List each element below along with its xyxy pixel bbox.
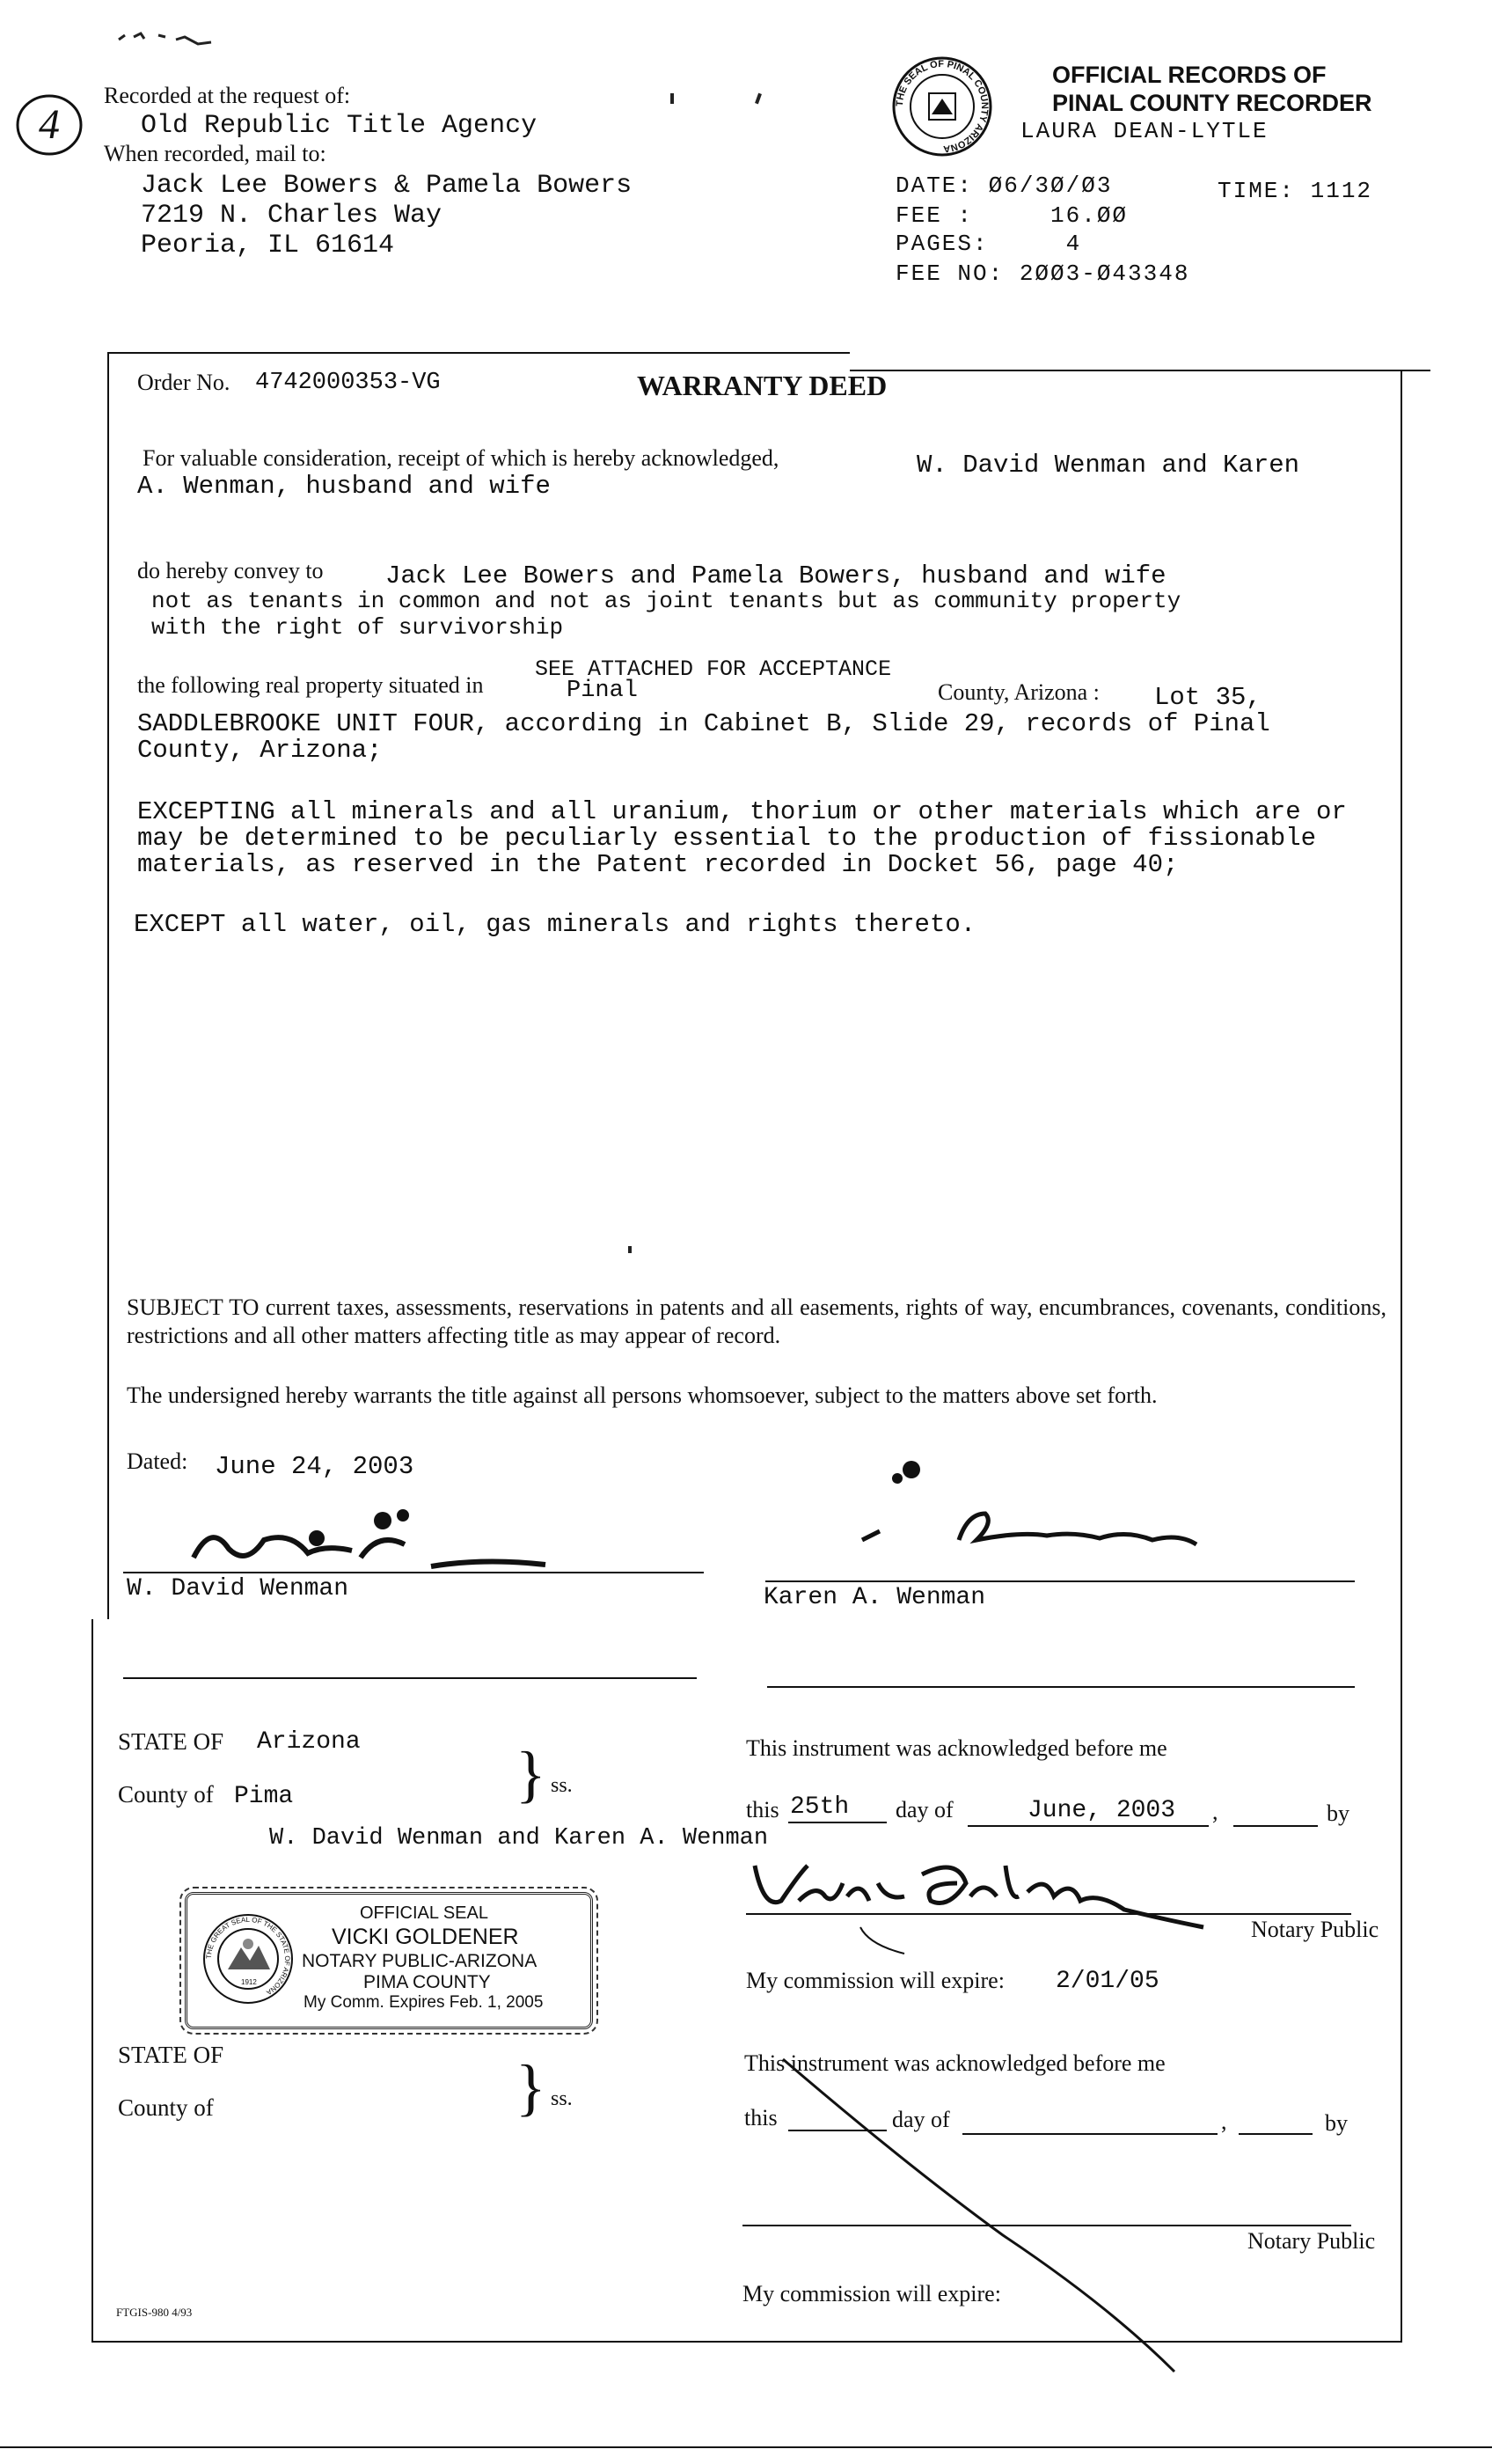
subject-to-paragraph: SUBJECT TO current taxes, assessments, reservations in patents and all easements, rights of way, encumbrances, covenants, conditions, restrictions and all other matters affecting title as may appear of record.	[127, 1294, 1386, 1348]
recorded-request-label: Recorded at the request of:	[104, 83, 351, 108]
form-number: FTGIS-980 4/93	[116, 2306, 193, 2319]
notary1-by-label: by	[1327, 1800, 1349, 1826]
notary2-ack-text: This instrument was acknowledged before me	[744, 2050, 1166, 2076]
property-label: the following real property situated in	[137, 672, 484, 698]
notary2-state-label: STATE OF	[118, 2042, 224, 2068]
mail-to-line-2: 7219 N. Charles Way	[141, 201, 442, 231]
notary2-ss: ss.	[551, 2087, 573, 2110]
seal-line-4: PIMA COUNTY	[363, 1972, 491, 1992]
notary1-month-line	[968, 1825, 1209, 1827]
notary2-notary-public: Notary Public	[1247, 2228, 1376, 2254]
official-notary-seal	[185, 1892, 593, 2029]
notary1-names: W. David Wenman and Karen A. Wenman	[269, 1825, 769, 1852]
stray-mark	[755, 93, 762, 105]
grantees-line-1: Jack Lee Bowers and Pamela Bowers, husband and wife	[385, 561, 1167, 590]
page-bottom-rule	[0, 2446, 1492, 2448]
grantors-line-1: W. David Wenman and Karen	[917, 451, 1300, 480]
mail-to-line-1: Jack Lee Bowers & Pamela Bowers	[141, 171, 633, 201]
see-attached-stamp: SEE ATTACHED FOR ACCEPTANCE	[535, 656, 892, 682]
margin-mark-text: 4	[39, 101, 60, 148]
record-fee: FEE : 16.ØØ	[896, 202, 1129, 229]
notary2-by-label: by	[1325, 2110, 1348, 2136]
legal-line-2: SADDLEBROOKE UNIT FOUR, according in Cabinet B, Slide 29, records of Pinal	[137, 709, 1270, 738]
mail-to-line-3: Peoria, IL 61614	[141, 231, 395, 260]
signature-line-blank-left	[123, 1677, 697, 1679]
notary1-brace: }	[516, 1739, 546, 1809]
signature-karen-wenman	[845, 1443, 1320, 1575]
notary1-commission-label: My commission will expire:	[746, 1968, 1005, 1993]
county-value: Pinal	[567, 678, 639, 704]
legal-line-1: Lot 35,	[1154, 683, 1262, 712]
notary2-this-label: this	[744, 2105, 778, 2130]
notary-signature-vicki-goldener	[746, 1848, 1239, 1971]
scribble-mark	[114, 18, 255, 53]
signature-line-1	[123, 1572, 704, 1573]
border-left-lower	[91, 1619, 93, 2341]
county-label: County, Arizona :	[938, 679, 1100, 705]
record-pages: PAGES: 4	[896, 231, 1082, 257]
notary1-county-value: Pima	[234, 1783, 294, 1810]
grantors-line-2: A. Wenman, husband and wife	[137, 472, 551, 501]
border-top-right	[850, 370, 1430, 371]
order-label: Order No.	[137, 370, 230, 395]
notary1-state-value: Arizona	[257, 1728, 361, 1756]
notary1-notary-public: Notary Public	[1251, 1917, 1379, 1942]
seal-line-3: NOTARY PUBLIC-ARIZONA	[302, 1951, 538, 1971]
border-right	[1401, 370, 1402, 2341]
notary1-day-of-label: day of	[896, 1797, 954, 1822]
signature-line-blank-right	[767, 1686, 1355, 1688]
notary1-county-label: County of	[118, 1781, 214, 1808]
arizona-seal-year: 1912	[241, 1978, 257, 1986]
consideration-text: For valuable consideration, receipt of which is hereby acknowledged,	[143, 445, 779, 471]
signature-w-david-wenman	[176, 1496, 616, 1584]
notary1-this-label: this	[746, 1797, 779, 1822]
seal-line-1: OFFICIAL SEAL	[360, 1903, 488, 1923]
border-left	[107, 352, 109, 1619]
dated-value: June 24, 2003	[215, 1452, 414, 1481]
circled-page-mark	[12, 90, 84, 162]
notary1-commission-value: 2/01/05	[1056, 1968, 1159, 1995]
signer-1-name: W. David Wenman	[127, 1575, 349, 1602]
notary1-month-value: June, 2003	[1028, 1797, 1176, 1824]
notary2-commission-label: My commission will expire:	[742, 2281, 1001, 2306]
warrants-paragraph: The undersigned hereby warrants the title against all persons whomsoever, subject to the matters above set forth.	[127, 1382, 1158, 1408]
notary1-day-value: 25th	[790, 1793, 850, 1821]
seal-line-5: My Comm. Expires Feb. 1, 2005	[304, 1993, 544, 2012]
except-water-line: EXCEPT all water, oil, gas minerals and rights thereto.	[134, 910, 976, 939]
notary1-day-line	[788, 1822, 887, 1823]
record-date: DATE: Ø6/3Ø/Ø3	[896, 172, 1113, 199]
signer-2-name: Karen A. Wenman	[764, 1584, 986, 1611]
excepting-line-2: may be determined to be peculiarly essential to the production of fissionable	[137, 824, 1317, 853]
record-time: TIME: 1112	[1218, 178, 1373, 204]
grantees-line-2: not as tenants in common and not as joint tenants but as community property	[151, 588, 1181, 614]
notary2-county-label: County of	[118, 2094, 214, 2121]
legal-line-3: County, Arizona;	[137, 736, 383, 765]
records-title-2: PINAL COUNTY RECORDER	[1052, 90, 1372, 116]
stray-mark	[628, 1246, 632, 1253]
notary2-by-line	[1239, 2133, 1313, 2135]
convey-label: do hereby convey to	[137, 558, 324, 583]
arizona-state-seal-icon	[201, 1912, 295, 2006]
notary1-by-line	[1233, 1825, 1318, 1827]
notary1-comma: ,	[1212, 1799, 1218, 1824]
border-top-left	[107, 352, 850, 354]
order-number: 4742000353-VG	[255, 370, 441, 396]
record-fee-no: FEE NO: 2ØØ3-Ø43348	[896, 260, 1190, 287]
pinal-county-seal-icon	[890, 55, 994, 158]
excepting-line-3: materials, as reserved in the Patent recorded in Docket 56, page 40;	[137, 850, 1179, 879]
arizona-seal-text: THE GREAT SEAL OF THE STATE OF ARIZONA	[204, 1915, 292, 1997]
county-seal-text: THE SEAL OF PINAL COUNTY ARIZONA	[894, 58, 991, 155]
void-strike-line	[774, 2050, 1196, 2376]
records-title-1: OFFICIAL RECORDS OF	[1052, 62, 1327, 88]
recorder-name: LAURA DEAN-LYTLE	[1020, 118, 1269, 144]
requester-name: Old Republic Title Agency	[141, 111, 538, 141]
notary1-state-label: STATE OF	[118, 1728, 224, 1755]
excepting-line-1: EXCEPTING all minerals and all uranium, thorium or other materials which are or	[137, 797, 1347, 826]
border-bottom	[91, 2341, 1402, 2343]
notary1-ss: ss.	[551, 1774, 573, 1797]
notary1-signature-line	[746, 1913, 1351, 1915]
notary2-brace: }	[516, 2052, 546, 2123]
signature-line-2	[765, 1580, 1355, 1582]
seal-line-2: VICKI GOLDENER	[332, 1925, 519, 1949]
deed-title: WARRANTY DEED	[637, 370, 888, 401]
notary2-comma: ,	[1221, 2108, 1227, 2134]
stray-mark	[670, 93, 674, 104]
notary2-day-of-label: day of	[892, 2107, 950, 2132]
notary1-ack-text: This instrument was acknowledged before me	[746, 1735, 1167, 1761]
grantees-line-3: with the right of survivorship	[151, 614, 564, 641]
dated-label: Dated:	[127, 1448, 188, 1474]
mail-to-label: When recorded, mail to:	[104, 141, 326, 166]
